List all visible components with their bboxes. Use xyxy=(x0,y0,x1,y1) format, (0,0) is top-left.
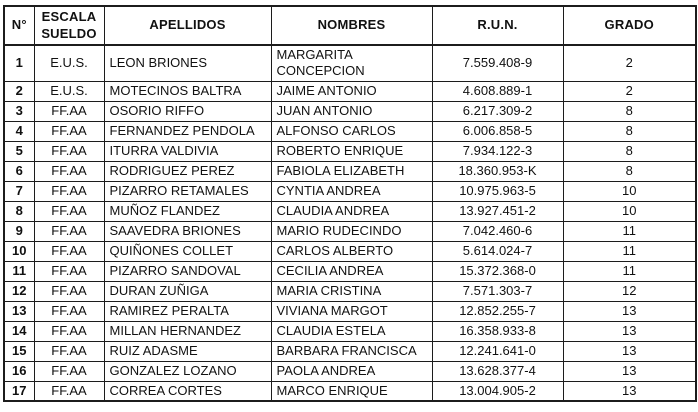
header-num: N° xyxy=(4,6,34,45)
cell-run: 5.614.024-7 xyxy=(432,241,563,261)
cell-nombres: CARLOS ALBERTO xyxy=(271,241,432,261)
cell-apellidos: LEON BRIONES xyxy=(104,45,271,81)
cell-escala: FF.AA xyxy=(34,341,104,361)
cell-grado: 13 xyxy=(563,301,696,321)
cell-nombres: CYNTIA ANDREA xyxy=(271,181,432,201)
cell-run: 4.608.889-1 xyxy=(432,81,563,101)
cell-grado: 11 xyxy=(563,221,696,241)
cell-num: 4 xyxy=(4,121,34,141)
cell-apellidos: MOTECINOS BALTRA xyxy=(104,81,271,101)
cell-escala: FF.AA xyxy=(34,101,104,121)
header-row xyxy=(4,6,696,45)
cell-apellidos: RODRIGUEZ PEREZ xyxy=(104,161,271,181)
cell-escala: FF.AA xyxy=(34,161,104,181)
cell-run: 13.927.451-2 xyxy=(432,201,563,221)
cell-nombres: BARBARA FRANCISCA xyxy=(271,341,432,361)
cell-run: 7.559.408-9 xyxy=(432,45,563,81)
cell-apellidos: ITURRA VALDIVIA xyxy=(104,141,271,161)
cell-nombres: CLAUDIA ESTELA xyxy=(271,321,432,341)
cell-run: 13.004.905-2 xyxy=(432,381,563,401)
cell-num: 11 xyxy=(4,261,34,281)
table-row xyxy=(4,221,696,241)
header-apellidos: APELLIDOS xyxy=(104,6,271,45)
cell-nombres: MARGARITA CONCEPCION xyxy=(271,45,432,81)
cell-apellidos: OSORIO RIFFO xyxy=(104,101,271,121)
cell-num: 8 xyxy=(4,201,34,221)
cell-run: 10.975.963-5 xyxy=(432,181,563,201)
cell-escala: FF.AA xyxy=(34,321,104,341)
cell-grado: 13 xyxy=(563,361,696,381)
cell-escala: FF.AA xyxy=(34,361,104,381)
table-row xyxy=(4,341,696,361)
cell-num: 1 xyxy=(4,45,34,81)
cell-run: 6.217.309-2 xyxy=(432,101,563,121)
cell-run: 18.360.953-K xyxy=(432,161,563,181)
cell-escala: FF.AA xyxy=(34,201,104,221)
cell-num: 9 xyxy=(4,221,34,241)
cell-grado: 13 xyxy=(563,341,696,361)
table-row xyxy=(4,261,696,281)
table-row xyxy=(4,201,696,221)
cell-run: 12.852.255-7 xyxy=(432,301,563,321)
header-nombres: NOMBRES xyxy=(271,6,432,45)
cell-apellidos: SAAVEDRA BRIONES xyxy=(104,221,271,241)
cell-nombres: ROBERTO ENRIQUE xyxy=(271,141,432,161)
table-row xyxy=(4,361,696,381)
table-row xyxy=(4,381,696,401)
cell-num: 5 xyxy=(4,141,34,161)
cell-grado: 11 xyxy=(563,261,696,281)
cell-escala: FF.AA xyxy=(34,261,104,281)
cell-apellidos: QUIÑONES COLLET xyxy=(104,241,271,261)
table-row xyxy=(4,241,696,261)
cell-num: 2 xyxy=(4,81,34,101)
cell-apellidos: PIZARRO SANDOVAL xyxy=(104,261,271,281)
cell-grado: 13 xyxy=(563,381,696,401)
cell-grado: 2 xyxy=(563,45,696,81)
header-run: R.U.N. xyxy=(432,6,563,45)
cell-nombres: MARIA CRISTINA xyxy=(271,281,432,301)
cell-grado: 8 xyxy=(563,121,696,141)
cell-grado: 12 xyxy=(563,281,696,301)
cell-nombres: CLAUDIA ANDREA xyxy=(271,201,432,221)
cell-escala: FF.AA xyxy=(34,221,104,241)
cell-run: 7.571.303-7 xyxy=(432,281,563,301)
cell-num: 14 xyxy=(4,321,34,341)
cell-escala: FF.AA xyxy=(34,301,104,321)
cell-escala: FF.AA xyxy=(34,381,104,401)
cell-apellidos: DURAN ZUÑIGA xyxy=(104,281,271,301)
table-row xyxy=(4,141,696,161)
cell-apellidos: RUIZ ADASME xyxy=(104,341,271,361)
cell-num: 16 xyxy=(4,361,34,381)
table-row xyxy=(4,161,696,181)
cell-num: 15 xyxy=(4,341,34,361)
cell-apellidos: GONZALEZ LOZANO xyxy=(104,361,271,381)
cell-nombres: JAIME ANTONIO xyxy=(271,81,432,101)
table-body xyxy=(4,45,696,401)
cell-apellidos: PIZARRO RETAMALES xyxy=(104,181,271,201)
cell-escala: FF.AA xyxy=(34,181,104,201)
cell-nombres: ALFONSO CARLOS xyxy=(271,121,432,141)
cell-run: 15.372.368-0 xyxy=(432,261,563,281)
table-row xyxy=(4,281,696,301)
cell-escala: FF.AA xyxy=(34,121,104,141)
table-row xyxy=(4,301,696,321)
cell-escala: E.U.S. xyxy=(34,45,104,81)
cell-apellidos: FERNANDEZ PENDOLA xyxy=(104,121,271,141)
cell-escala: E.U.S. xyxy=(34,81,104,101)
cell-apellidos: MUÑOZ FLANDEZ xyxy=(104,201,271,221)
header-grado: GRADO xyxy=(563,6,696,45)
cell-grado: 8 xyxy=(563,141,696,161)
table-row xyxy=(4,81,696,101)
cell-nombres: CECILIA ANDREA xyxy=(271,261,432,281)
cell-grado: 8 xyxy=(563,161,696,181)
cell-num: 7 xyxy=(4,181,34,201)
cell-grado: 11 xyxy=(563,241,696,261)
cell-run: 12.241.641-0 xyxy=(432,341,563,361)
cell-num: 13 xyxy=(4,301,34,321)
cell-nombres: MARIO RUDECINDO xyxy=(271,221,432,241)
cell-num: 12 xyxy=(4,281,34,301)
table-row xyxy=(4,181,696,201)
table-header xyxy=(4,6,696,45)
cell-run: 7.042.460-6 xyxy=(432,221,563,241)
table-row xyxy=(4,45,696,81)
cell-run: 6.006.858-5 xyxy=(432,121,563,141)
cell-num: 6 xyxy=(4,161,34,181)
cell-grado: 10 xyxy=(563,201,696,221)
cell-grado: 10 xyxy=(563,181,696,201)
cell-escala: FF.AA xyxy=(34,281,104,301)
cell-apellidos: RAMIREZ PERALTA xyxy=(104,301,271,321)
cell-nombres: MARCO ENRIQUE xyxy=(271,381,432,401)
cell-num: 3 xyxy=(4,101,34,121)
cell-grado: 13 xyxy=(563,321,696,341)
cell-grado: 2 xyxy=(563,81,696,101)
cell-run: 13.628.377-4 xyxy=(432,361,563,381)
table-row xyxy=(4,321,696,341)
cell-grado: 8 xyxy=(563,101,696,121)
cell-run: 16.358.933-8 xyxy=(432,321,563,341)
cell-nombres: VIVIANA MARGOT xyxy=(271,301,432,321)
cell-num: 10 xyxy=(4,241,34,261)
cell-apellidos: MILLAN HERNANDEZ xyxy=(104,321,271,341)
cell-nombres: FABIOLA ELIZABETH xyxy=(271,161,432,181)
table-row xyxy=(4,121,696,141)
cell-nombres: PAOLA ANDREA xyxy=(271,361,432,381)
cell-run: 7.934.122-3 xyxy=(432,141,563,161)
cell-nombres: JUAN ANTONIO xyxy=(271,101,432,121)
header-escala: ESCALA SUELDO xyxy=(34,6,104,45)
cell-apellidos: CORREA CORTES xyxy=(104,381,271,401)
personnel-table xyxy=(3,5,697,402)
table-row xyxy=(4,101,696,121)
cell-num: 17 xyxy=(4,381,34,401)
cell-escala: FF.AA xyxy=(34,141,104,161)
cell-escala: FF.AA xyxy=(34,241,104,261)
